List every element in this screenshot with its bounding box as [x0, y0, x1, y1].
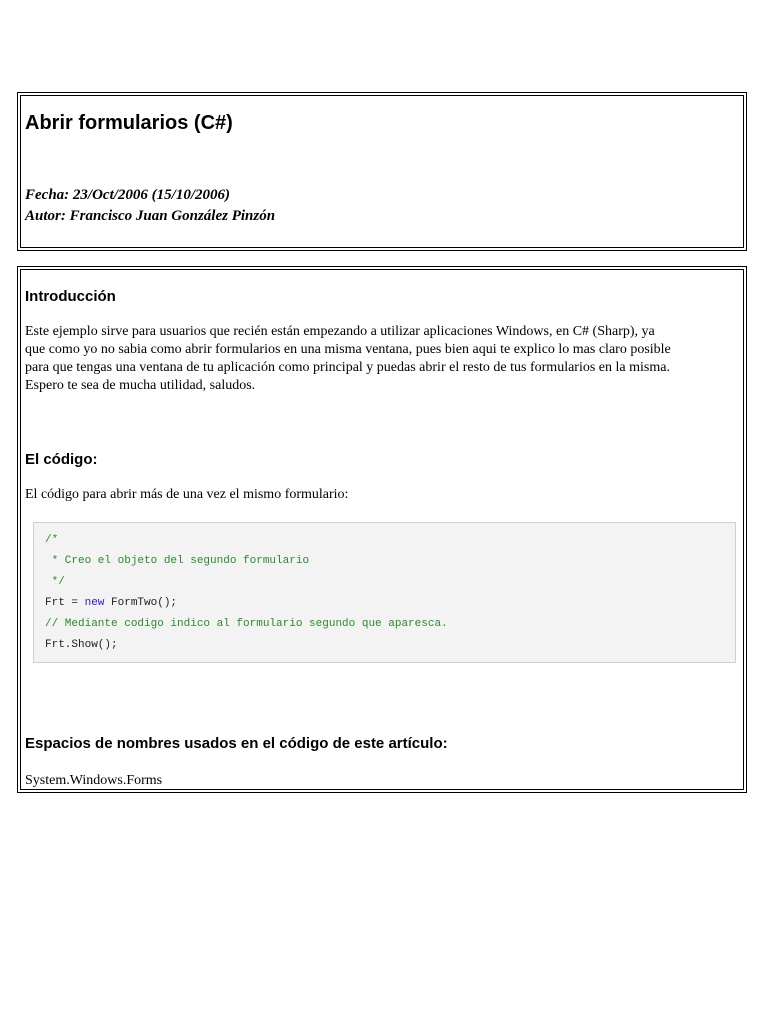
code-line-6: Frt.Show();: [45, 639, 118, 651]
intro-heading: Introducción: [25, 288, 116, 305]
intro-line-3: para que tengas una ventana de tu aplicación como principal y puedas abrir el resto de tus formularios en la misma.: [25, 360, 670, 375]
code-line-2: * Creo el objeto del segundo formulario: [45, 555, 310, 567]
intro-line-4: Espero te sea de mucha utilidad, saludos.: [25, 378, 256, 393]
article-date: Fecha: 23/Oct/2006 (15/10/2006): [25, 187, 230, 203]
code-heading: El código:: [25, 451, 98, 468]
code-description: El código para abrir más de una vez el mismo formulario:: [25, 487, 349, 502]
code-line-3: */: [45, 576, 65, 588]
intro-line-1: Este ejemplo sirve para usuarios que recién están empezando a utilizar aplicaciones Windows, en C# (Sharp), ya: [25, 324, 655, 339]
code-line-4-assign: Frt =: [45, 597, 85, 609]
code-block: [33, 522, 736, 663]
intro-line-2: que como yo no sabia como abrir formularios en una misma ventana, pues bien aqui te explico lo mas claro posible: [25, 342, 671, 357]
namespaces-heading: Espacios de nombres usados en el código de este artículo:: [25, 735, 448, 752]
code-line-5: // Mediante codigo indico al formulario segundo que aparesca.: [45, 618, 448, 630]
intro-paragraph: [25, 323, 745, 395]
namespaces-value: System.Windows.Forms: [25, 773, 163, 788]
article-author: Autor: Francisco Juan González Pinzón: [25, 208, 276, 224]
code-line-4: [45, 593, 735, 614]
article-title: Abrir formularios (C#): [25, 112, 233, 134]
code-keyword-new: new: [84, 597, 105, 609]
code-line-1: /*: [45, 534, 59, 546]
code-line-4-call: FormTwo();: [104, 597, 178, 609]
